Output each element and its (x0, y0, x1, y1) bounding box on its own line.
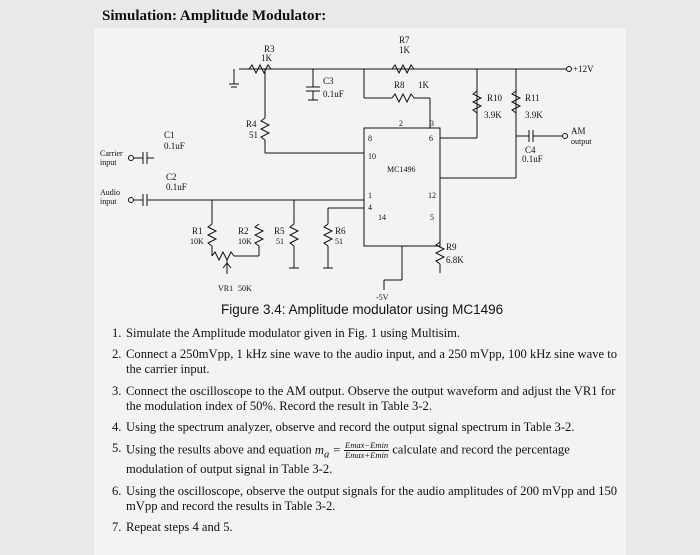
list-item (112, 384, 624, 414)
equation-fraction (344, 441, 389, 460)
r11-label: R11 (525, 93, 540, 103)
c2-value: 0.1uF (166, 182, 187, 192)
c3-value: 0.1uF (323, 89, 344, 99)
step-text: Connect the oscilloscope to the AM output. Observe the output waveform and adjust the VR1 for the modulation index of 50%. Record the result in Table 3-2. (126, 383, 616, 413)
pin-2: 2 (399, 119, 403, 128)
supply-neg-label: -5V (376, 293, 389, 302)
equation-lhs: m (314, 442, 324, 457)
pin-12: 12 (428, 191, 436, 200)
step-text: Using the spectrum analyzer, observe and record the output signal spectrum in Table 3-2. (126, 420, 575, 435)
r2-label: R2 (238, 226, 249, 236)
list-item (112, 326, 624, 341)
step-number: 1. (112, 326, 122, 340)
pin-3: 3 (430, 119, 434, 128)
vr1-value: 50K (238, 284, 252, 293)
vr1-label: VR1 (218, 284, 234, 293)
audio-input-label-1: Audio (100, 188, 120, 197)
r5-label: R5 (274, 226, 285, 236)
step-text: Using the oscilloscope, observe the output signals for the audio amplitudes of 200 mVpp and 150 mVpp and record the results in Table 3-2. (126, 483, 618, 513)
r6-value: 51 (335, 237, 343, 246)
figure-caption: Figure 3.4: Amplitude modulator using MC1496 (221, 302, 504, 317)
r7-label: R7 (399, 35, 410, 45)
c1-value: 0.1uF (164, 141, 185, 151)
equation: $m_a$ = $\frac{Emax-Emin}{Emax+Emin}$ (314, 440, 389, 461)
step-number: 6. (112, 483, 122, 498)
equation-denominator: Emax+Emin (345, 450, 389, 461)
r7-value: 1K (399, 45, 410, 55)
r10-label: R10 (487, 93, 503, 103)
r4-label: R4 (246, 119, 257, 129)
audio-input-label-2: input (100, 197, 117, 206)
am-output-label-2: output (571, 137, 592, 146)
carrier-input-label-1: Carrier (100, 149, 123, 158)
r1-value: 10K (190, 237, 204, 246)
c1-label: C1 (164, 130, 175, 140)
pin-8: 8 (368, 134, 372, 143)
list-item (112, 441, 624, 477)
r3-label: R3 (264, 44, 275, 54)
list-item (112, 347, 624, 377)
c3-label: C3 (323, 76, 334, 86)
r6-label: R6 (335, 226, 346, 236)
pin-4: 4 (368, 203, 372, 212)
carrier-input-label-2: input (100, 158, 117, 167)
step-number: 3. (112, 383, 122, 398)
ic-label: MC1496 (387, 165, 416, 174)
r10-value: 3.9K (484, 110, 502, 120)
list-item (112, 420, 624, 435)
c4-value: 0.1uF (522, 154, 543, 164)
r1-label: R1 (192, 226, 203, 236)
list-item (112, 520, 624, 535)
step-text-tail: calculate and record the percentage modulation of output signal in Table 3-2. (126, 442, 570, 477)
r4-value: 51 (249, 130, 258, 140)
supply-pos-label: +12V (573, 64, 594, 74)
pin-5: 5 (430, 213, 434, 222)
equation-numerator: Emax−Emin (345, 440, 389, 451)
r8-label: R8 (394, 80, 405, 90)
circuit-schematic (94, 28, 626, 303)
c2-label: C2 (166, 172, 177, 182)
page-title: Simulation: Amplitude Modulator: (102, 8, 327, 24)
equation-subscript: a (323, 449, 330, 461)
r2-value: 10K (238, 237, 252, 246)
step-text: Using the results above and equation (126, 442, 312, 457)
pin-6: 6 (429, 134, 433, 143)
step-number: 2. (112, 347, 122, 362)
step-number: 4. (112, 420, 122, 435)
r3-value: 1K (261, 53, 272, 63)
pin-10: 10 (368, 152, 376, 161)
r5-value: 51 (276, 237, 284, 246)
r11-value: 3.9K (525, 110, 543, 120)
step-text: Repeat steps 4 and 5. (126, 519, 233, 534)
r9-value: 6.8K (446, 255, 464, 265)
r8-value: 1K (418, 80, 429, 90)
am-output-label-1: AM (571, 126, 586, 136)
c4-label: C4 (525, 145, 536, 155)
step-text: Connect a 250mVpp, 1 kHz sine wave to the audio input, and a 250 mVpp, 100 kHz sine wave to the carrier input. (126, 347, 618, 377)
step-text: Simulate the Amplitude modulator given in Fig. 1 using Multisim. (126, 326, 461, 340)
pin-14: 14 (378, 213, 386, 222)
list-item (112, 484, 624, 514)
step-number: 7. (112, 519, 122, 534)
instruction-list (112, 326, 624, 541)
r9-label: R9 (446, 242, 457, 252)
pin-1: 1 (368, 191, 372, 200)
step-number: 5. (112, 441, 122, 456)
